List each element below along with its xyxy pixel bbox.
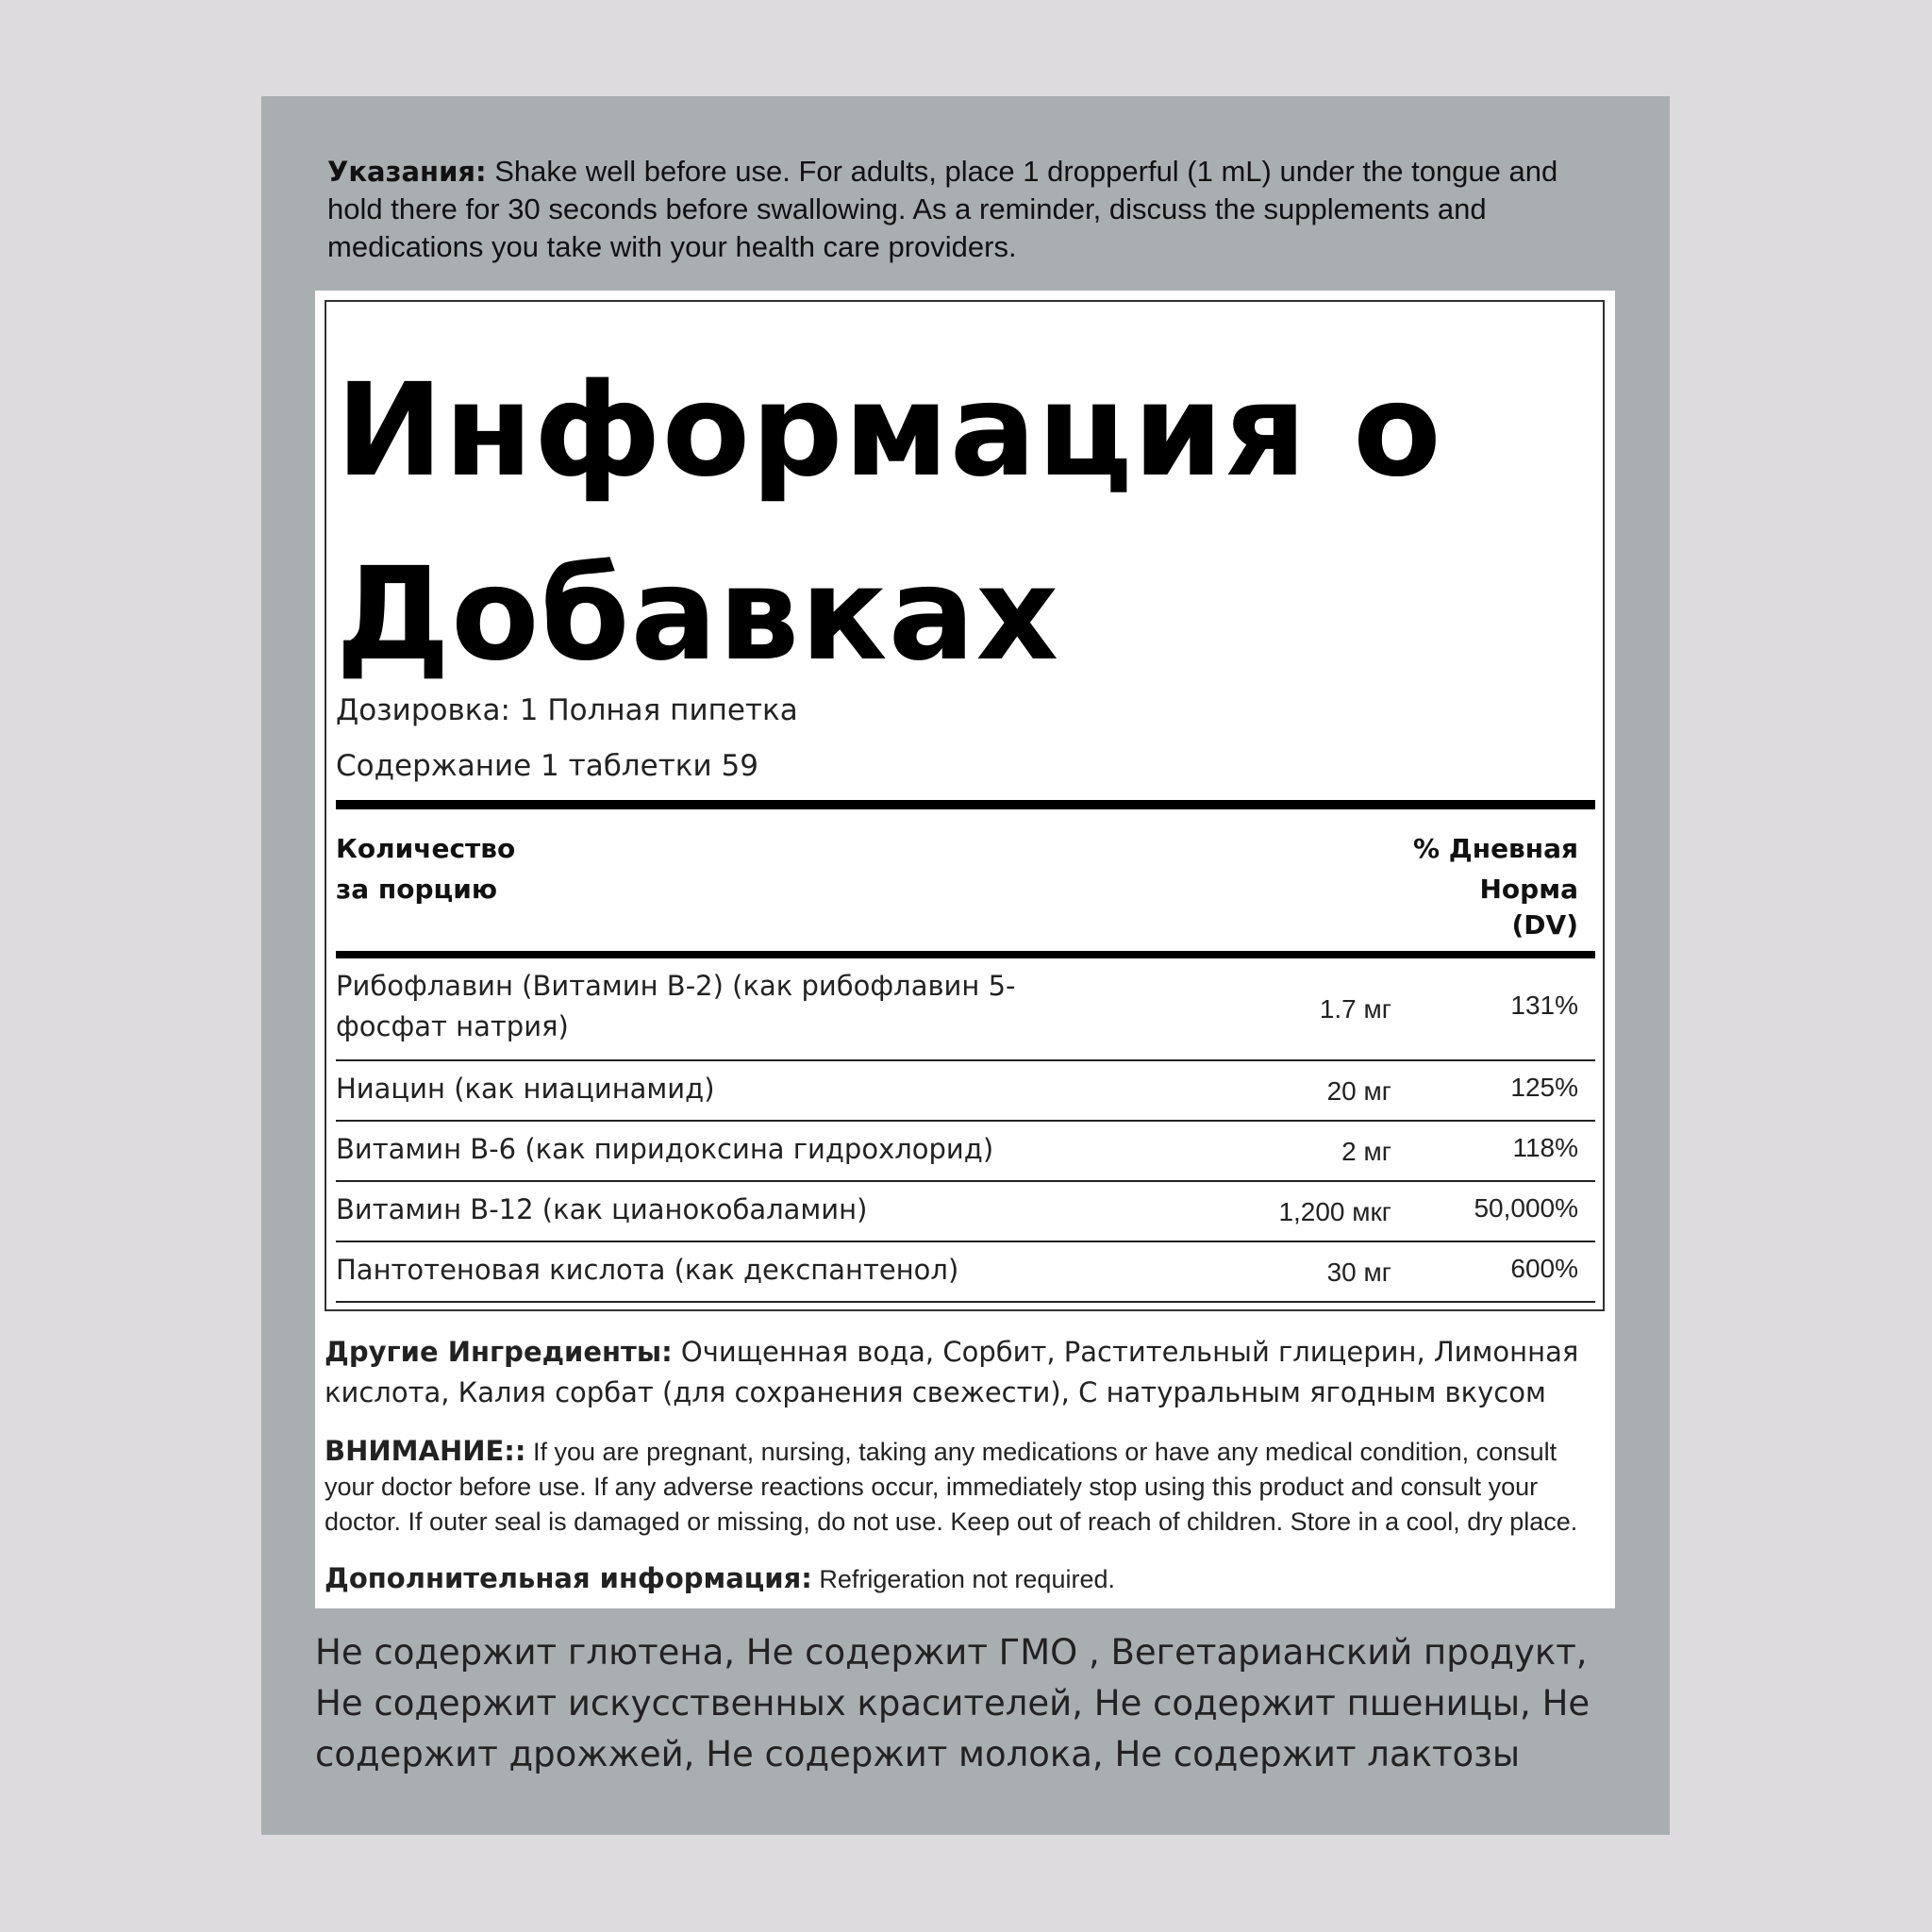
nutrient-amount: 1,200 мкг (1278, 1197, 1391, 1226)
nutrient-name: Пантотеновая кислота (как декспантенол) (336, 1254, 959, 1286)
additional-info-text: Refrigeration not required. (811, 1565, 1115, 1593)
nutrient-name: Рибофлавин (Витамин B-2) (как рибофлавин 5-фосфат натрия) (336, 970, 1016, 1042)
thick-divider (336, 951, 1595, 958)
table-row (336, 1122, 1595, 1182)
directions (327, 153, 1610, 266)
nutrient-dv: 131% (1510, 991, 1578, 1020)
table-row (336, 1061, 1595, 1122)
nutrient-amount: 1.7 мг (1319, 994, 1391, 1024)
table-row (336, 958, 1595, 1061)
directions-text: Shake well before use. For adults, place 1 dropperful (1 mL) under the tongue and hold there for 30 seconds before swallowing. As a reminder, discuss the supplements and medications you take with your health care providers. (327, 155, 1558, 263)
amount-header (336, 828, 515, 909)
servings-per-container: Содержание 1 таблетки 59 (336, 749, 758, 783)
other-ingredients (325, 1332, 1607, 1413)
product-claims: Не содержит глютена, Не содержит ГМО , Вегетарианский продукт, Не содержит искусственных красителей, Не содержит пшеницы, Не содержит дрожжей, Не содержит молока, Не содержит лактозы (315, 1632, 1591, 1774)
supplement-facts-table (325, 300, 1605, 1311)
amount-header-line1: Количество (336, 833, 516, 864)
warning-label: ВНИМАНИЕ:: (325, 1435, 526, 1467)
thick-divider (336, 800, 1595, 809)
nutrient-amount: 30 мг (1326, 1257, 1391, 1287)
nutrient-dv: 600% (1510, 1254, 1578, 1283)
dv-header (1413, 828, 1578, 941)
other-ingredients-text: Очищенная вода, Сорбит, Растительный глицерин, Лимонная кислота, Калия сорбат (для сохранения свежести), С натуральным ягодным вкусом (325, 1336, 1579, 1408)
facts-title (336, 340, 1442, 708)
serving-size: Дозировка: 1 Полная пипетка (336, 693, 798, 727)
warning (325, 1434, 1607, 1539)
table-row (336, 1242, 1595, 1303)
warning-text: If you are pregnant, nursing, taking any medications or have any medical condition, consult your doctor before use. If any adverse reactions occur, immediately stop using this product and consult your doctor. If outer seal is damaged or missing, do not use. Keep out of reach of children. Store in a cool, dry place. (325, 1438, 1578, 1536)
dv-header-line3: (DV) (1511, 909, 1578, 941)
nutrient-amount: 20 мг (1326, 1076, 1391, 1106)
directions-label: Указания: (327, 156, 487, 188)
nutrient-dv: 125% (1510, 1073, 1578, 1102)
facts-title-line2: Добавках (336, 541, 1060, 690)
other-ingredients-label: Другие Ингредиенты: (325, 1336, 673, 1368)
amount-header-line2: за порцию (336, 874, 498, 905)
nutrient-name: Витамин B-6 (как пиридоксина гидрохлорид) (336, 1133, 994, 1165)
nutrient-dv: 50,000% (1474, 1193, 1578, 1223)
nutrient-name: Ниацин (как ниацинамид) (336, 1073, 715, 1105)
nutrient-amount: 2 мг (1341, 1137, 1391, 1166)
nutrient-dv: 118% (1512, 1133, 1578, 1162)
dv-header-line1: % Дневная (1412, 833, 1578, 864)
nutrient-name: Витамин B-12 (как цианокобаламин) (336, 1193, 868, 1225)
table-row (336, 1182, 1595, 1242)
additional-info (325, 1561, 1607, 1596)
dv-header-line2: Норма (1479, 874, 1578, 905)
facts-title-line1: Информация о (336, 357, 1442, 506)
additional-info-label: Дополнительная информация: (325, 1562, 812, 1594)
